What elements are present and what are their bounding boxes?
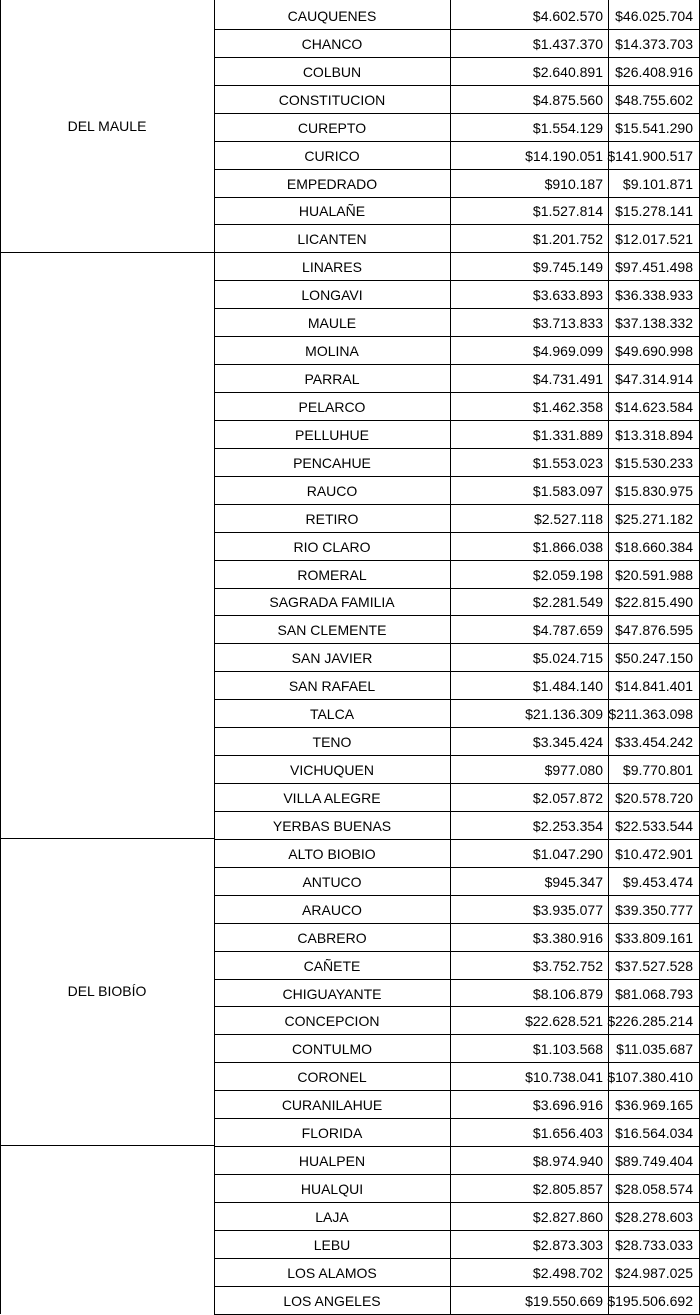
amount-cell: $2.640.891 [532, 63, 603, 80]
amount-total-cell: $36.338.933 [615, 287, 693, 304]
amount-cell: $2.057.872 [532, 789, 603, 806]
amount-total-cell: $9.770.801 [622, 762, 693, 779]
comuna-cell: MOLINA [305, 343, 359, 360]
comuna-cell: LOS ANGELES [283, 1292, 381, 1309]
amount-cell: $3.713.833 [532, 315, 603, 332]
amount-total-cell: $46.025.704 [615, 7, 693, 24]
amount-cell: $2.059.198 [532, 566, 603, 583]
amount-total-cell: $37.138.332 [615, 315, 693, 332]
amount-cell: $945.347 [544, 873, 603, 890]
region-label: DEL BIOBÍO [67, 983, 147, 999]
amount-cell: $4.602.570 [532, 7, 603, 24]
comuna-cell: ALTO BIOBIO [288, 845, 376, 862]
amount-total-cell: $36.969.165 [615, 1097, 693, 1114]
amount-cell: $1.484.140 [532, 678, 603, 695]
amount-cell: $2.527.118 [533, 510, 603, 527]
amount-total-cell: $15.541.290 [615, 119, 693, 136]
amount-total-cell: $10.472.901 [615, 845, 693, 862]
comuna-cell: RAUCO [306, 482, 358, 499]
comuna-cell: SAN CLEMENTE [277, 622, 387, 639]
amount-total-cell: $195.506.692 [607, 1292, 693, 1309]
comuna-cell: LOS ALAMOS [287, 1264, 377, 1281]
amount-total-cell: $18.660.384 [615, 538, 693, 555]
amount-cell: $4.875.560 [532, 91, 603, 108]
amount-cell: $14.190.051 [525, 147, 603, 164]
region-divider [0, 1145, 215, 1146]
comuna-cell: LICANTEN [297, 231, 367, 248]
region-divider [0, 838, 215, 839]
amount-total-cell: $47.876.595 [615, 622, 693, 639]
amount-cell: $4.731.491 [532, 371, 603, 388]
amount-cell: $3.345.424 [532, 734, 603, 751]
amount-cell: $1.103.568 [532, 1041, 603, 1058]
amount-cell: $1.527.814 [532, 203, 603, 220]
comuna-cell: CUREPTO [297, 119, 367, 136]
amount-cell: $2.873.303 [532, 1236, 603, 1253]
amount-cell: $9.745.149 [532, 259, 603, 276]
amount-total-cell: $13.318.894 [615, 426, 693, 443]
amount-total-cell: $25.271.182 [615, 510, 693, 527]
amount-cell: $1.437.370 [532, 35, 603, 52]
amount-total-cell: $15.830.975 [615, 482, 693, 499]
comuna-cell: SAN RAFAEL [288, 678, 376, 695]
amount-total-cell: $15.530.233 [615, 454, 693, 471]
amount-total-cell: $26.408.916 [615, 63, 693, 80]
amount-total-cell: $141.900.517 [607, 147, 693, 164]
comuna-cell: VICHUQUEN [289, 762, 374, 779]
amount-total-cell: $33.809.161 [615, 929, 693, 946]
amount-cell: $1.554.129 [532, 119, 603, 136]
comuna-cell: ROMERAL [297, 566, 367, 583]
amount-total-cell: $211.363.098 [608, 706, 693, 723]
comuna-cell: ANTUCO [302, 873, 362, 890]
amount-total-cell: $48.755.602 [615, 91, 693, 108]
amount-cell: $8.106.879 [532, 985, 603, 1002]
amount-cell: $977.080 [544, 762, 603, 779]
comuna-cell: TENO [312, 734, 352, 751]
amount-total-cell: $107.380.410 [607, 1069, 693, 1086]
amount-cell: $1.553.023 [532, 454, 603, 471]
amount-total-cell: $81.068.793 [615, 985, 693, 1002]
amount-total-cell: $28.733.033 [615, 1236, 693, 1253]
amount-cell: $1.201.752 [532, 231, 603, 248]
amount-total-cell: $9.453.474 [622, 873, 693, 890]
amount-cell: $1.047.290 [532, 845, 603, 862]
amount-cell: $3.696.916 [532, 1097, 603, 1114]
amount-cell: $1.331.889 [532, 426, 603, 443]
amount-total-cell: $9.101.871 [622, 175, 693, 192]
comuna-cell: LINARES [302, 259, 362, 276]
comuna-cell: CHANCO [301, 35, 363, 52]
comuna-cell: FLORIDA [301, 1125, 363, 1142]
comuna-cell: LONGAVI [301, 287, 363, 304]
amount-cell: $2.281.549 [532, 594, 603, 611]
comuna-cell: PENCAHUE [293, 454, 371, 471]
amount-total-cell: $14.373.703 [615, 35, 693, 52]
amount-cell: $3.935.077 [532, 901, 603, 918]
amount-cell: $2.498.702 [532, 1264, 603, 1281]
region-label: DEL MAULE [67, 118, 147, 134]
comuna-cell: CABRERO [297, 929, 367, 946]
comuna-cell: CHIGUAYANTE [282, 985, 382, 1002]
amount-cell: $5.024.715 [532, 650, 603, 667]
comuna-cell: SAGRADA FAMILIA [269, 594, 395, 611]
amount-cell: $2.827.860 [532, 1208, 603, 1225]
comuna-cell: HUALAÑE [298, 203, 366, 220]
comuna-cell: HUALQUI [300, 1181, 364, 1197]
amount-total-cell: $33.454.242 [615, 734, 693, 751]
amount-total-cell: $20.591.988 [615, 566, 693, 583]
comuna-cell: RIO CLARO [293, 538, 371, 555]
amount-total-cell: $39.350.777 [615, 901, 693, 918]
amount-cell: $3.633.893 [532, 287, 603, 304]
comuna-cell: CAUQUENES [287, 7, 377, 24]
amount-cell: $2.253.354 [532, 817, 603, 834]
amount-cell: $22.628.521 [525, 1013, 603, 1030]
amount-cell: $2.805.857 [532, 1181, 603, 1197]
comuna-cell: VILLA ALEGRE [283, 789, 381, 806]
amount-cell: $1.656.403 [532, 1125, 603, 1142]
amount-total-cell: $28.278.603 [615, 1208, 693, 1225]
amount-total-cell: $47.314.914 [615, 371, 693, 388]
amount-cell: $1.583.097 [532, 482, 603, 499]
comuna-cell: CURANILAHUE [281, 1097, 383, 1114]
comuna-cell: HUALPEN [298, 1153, 366, 1170]
amount-cell: $21.136.309 [525, 706, 603, 723]
amount-total-cell: $28.058.574 [615, 1181, 693, 1197]
amount-total-cell: $14.623.584 [615, 398, 693, 415]
amount-total-cell: $37.527.528 [615, 957, 693, 974]
amount-total-cell: $22.815.490 [615, 594, 693, 611]
comuna-cell: CURICO [304, 147, 360, 164]
comuna-cell: TALCA [309, 706, 355, 723]
amount-cell: $10.738.041 [525, 1069, 603, 1086]
amount-total-cell: $49.690.998 [615, 343, 693, 360]
amount-cell: $4.969.099 [532, 343, 603, 360]
amount-total-cell: $15.278.141 [615, 203, 693, 220]
amount-total-cell: $20.578.720 [615, 789, 693, 806]
comuna-cell: MAULE [307, 315, 357, 332]
comuna-cell: EMPEDRADO [286, 175, 378, 192]
comuna-cell: CONTULMO [291, 1041, 373, 1058]
comuna-cell: CONCEPCION [284, 1013, 380, 1030]
comuna-cell: PELLUHUE [295, 426, 369, 443]
comuna-cell: CONSTITUCION [278, 91, 386, 108]
comuna-cell: LAJA [315, 1208, 349, 1225]
comuna-cell: LEBU [313, 1236, 351, 1253]
amount-total-cell: $24.987.025 [615, 1264, 693, 1281]
amount-cell: $4.787.659 [532, 622, 603, 639]
amount-total-cell: $16.564.034 [615, 1125, 693, 1142]
amount-cell: $1.462.358 [532, 398, 603, 415]
amount-total-cell: $226.285.214 [607, 1013, 693, 1030]
comuna-cell: CAÑETE [303, 957, 361, 974]
amount-total-cell: $97.451.498 [615, 259, 693, 276]
amount-cell: $1.866.038 [532, 538, 603, 555]
region-divider [0, 252, 215, 253]
amount-total-cell: $22.533.544 [615, 817, 693, 834]
comuna-cell: CORONEL [297, 1069, 367, 1086]
amount-total-cell: $12.017.521 [615, 231, 693, 248]
amount-cell: $8.974.940 [532, 1153, 603, 1170]
comuna-cell: COLBUN [302, 63, 362, 80]
comuna-cell: YERBAS BUENAS [272, 817, 392, 834]
comuna-cell: PARRAL [304, 371, 360, 388]
amount-total-cell: $14.841.401 [615, 678, 693, 695]
amount-cell: $910.187 [544, 175, 603, 192]
amount-total-cell: $11.035.687 [616, 1041, 693, 1058]
amount-cell: $3.380.916 [532, 929, 603, 946]
comuna-cell: ARAUCO [302, 901, 362, 918]
comuna-cell: PELARCO [298, 398, 366, 415]
amount-total-cell: $50.247.150 [615, 650, 693, 667]
comuna-cell: RETIRO [305, 510, 359, 527]
comuna-cell: SAN JAVIER [291, 650, 373, 667]
amount-total-cell: $89.749.404 [615, 1153, 693, 1170]
amount-cell: $3.752.752 [532, 957, 603, 974]
amount-cell: $19.550.669 [525, 1292, 603, 1309]
